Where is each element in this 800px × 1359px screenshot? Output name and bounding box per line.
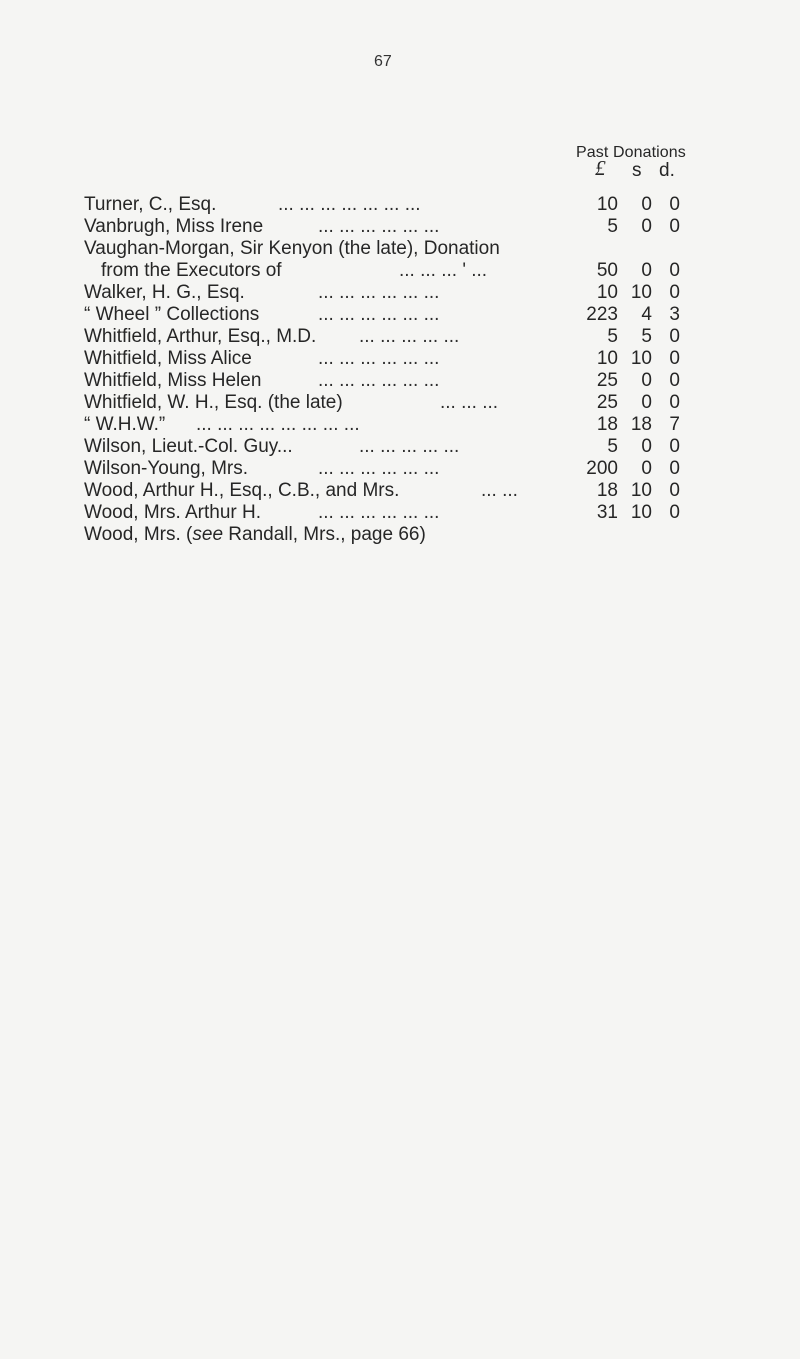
amount-shillings: 0 (641, 194, 652, 215)
donor-name: Vanbrugh, Miss Irene (84, 216, 264, 237)
pence-unit-label: d. (659, 160, 675, 181)
amount-pounds: 5 (607, 216, 618, 237)
page-number: 67 (374, 53, 392, 70)
donor-name: Wilson, Lieut.-Col. Guy... (84, 436, 293, 457)
amount-pence: 0 (669, 458, 680, 479)
list-item (84, 304, 784, 326)
list-item (84, 414, 784, 436)
donor-name: Whitfield, Miss Helen (84, 370, 262, 391)
list-item (84, 392, 784, 414)
amount-shillings: 10 (630, 282, 652, 303)
list-item (84, 502, 784, 524)
leader-dots: ... ... ... ... ... (359, 436, 460, 457)
amount-pounds: 10 (596, 194, 618, 215)
donor-name: “ W.H.W.” (84, 414, 166, 435)
amount-pounds: 5 (607, 436, 618, 457)
leader-dots: ... ... ... ... ... ... (318, 282, 440, 303)
amount-pounds: 25 (596, 370, 618, 391)
leader-dots: ... ... ... ... ... ... ... (278, 194, 421, 215)
list-item (84, 458, 784, 480)
amount-pence: 0 (669, 260, 680, 281)
amount-pounds: 10 (596, 348, 618, 369)
amount-pence: 0 (669, 326, 680, 347)
amount-pence: 0 (669, 348, 680, 369)
amount-shillings: 0 (641, 216, 652, 237)
leader-dots: ... ... ... ... ... (359, 326, 460, 347)
leader-dots: ... ... ... ... ... ... (318, 216, 440, 237)
list-item (84, 216, 784, 238)
donor-name: Wood, Mrs. (see Randall, Mrs., page 66) (84, 524, 426, 545)
amount-pence: 0 (669, 392, 680, 413)
list-item (84, 480, 784, 502)
leader-dots: ... ... ... ... ... ... (318, 458, 440, 479)
amount-shillings: 18 (630, 414, 652, 435)
amount-pounds: 5 (607, 326, 618, 347)
donor-name: Wilson-Young, Mrs. (84, 458, 249, 479)
leader-dots: ... ... ... ... ... ... (318, 502, 440, 523)
leader-dots: ... ... ... (440, 392, 499, 413)
amount-pence: 0 (669, 370, 680, 391)
donor-name: Turner, C., Esq. (84, 194, 217, 215)
donor-name: Vaughan-Morgan, Sir Kenyon (the late), Donation (84, 238, 500, 259)
amount-shillings: 0 (641, 436, 652, 457)
donor-name: Whitfield, Miss Alice (84, 348, 252, 369)
list-item (84, 326, 784, 348)
shillings-unit-label: s (632, 160, 642, 181)
list-item (84, 370, 784, 392)
column-heading: Past Donations (576, 144, 686, 161)
amount-pounds: 10 (596, 282, 618, 303)
amount-pounds: 18 (596, 414, 618, 435)
amount-pounds: 18 (596, 480, 618, 501)
amount-shillings: 0 (641, 260, 652, 281)
donor-name: Walker, H. G., Esq. (84, 282, 245, 303)
donor-name: Wood, Arthur H., Esq., C.B., and Mrs. (84, 480, 400, 501)
donor-name: from the Executors of (101, 260, 282, 281)
amount-pounds: 25 (596, 392, 618, 413)
amount-pence: 7 (669, 414, 680, 435)
leader-dots: ... ... (481, 480, 518, 501)
amount-pence: 0 (669, 502, 680, 523)
amount-shillings: 0 (641, 392, 652, 413)
leader-dots: ... ... ... ... ... ... (318, 304, 440, 325)
amount-pounds: 200 (586, 458, 618, 479)
amount-shillings: 10 (630, 480, 652, 501)
amount-pounds: 223 (586, 304, 618, 325)
amount-shillings: 10 (630, 348, 652, 369)
leader-dots: ... ... ... ' ... (399, 260, 488, 281)
amount-shillings: 10 (630, 502, 652, 523)
amount-pence: 0 (669, 480, 680, 501)
list-item (84, 282, 784, 304)
amount-pence: 3 (669, 304, 680, 325)
donor-name: Whitfield, W. H., Esq. (the late) (84, 392, 343, 413)
amount-shillings: 5 (641, 326, 652, 347)
donor-name: Whitfield, Arthur, Esq., M.D. (84, 326, 317, 347)
amount-pence: 0 (669, 282, 680, 303)
donor-name: Wood, Mrs. Arthur H. (84, 502, 262, 523)
list-item (84, 524, 784, 546)
list-item (84, 348, 784, 370)
list-item (84, 238, 784, 260)
amount-pence: 0 (669, 194, 680, 215)
amount-shillings: 0 (641, 458, 652, 479)
amount-shillings: 4 (641, 304, 652, 325)
donations-list (84, 194, 784, 546)
leader-dots: ... ... ... ... ... ... (318, 370, 440, 391)
donor-name: “ Wheel ” Collections (84, 304, 260, 325)
leader-dots: ... ... ... ... ... ... ... ... (196, 414, 360, 435)
list-item (84, 260, 784, 282)
amount-pence: 0 (669, 216, 680, 237)
amount-shillings: 0 (641, 370, 652, 391)
leader-dots: ... ... ... ... ... ... (318, 348, 440, 369)
amount-pence: 0 (669, 436, 680, 457)
amount-pounds: 50 (596, 260, 618, 281)
amount-pounds: 31 (596, 502, 618, 523)
pounds-unit-label: £ (595, 156, 606, 180)
list-item (84, 436, 784, 458)
list-item (84, 194, 784, 216)
see-reference: see (192, 524, 224, 545)
